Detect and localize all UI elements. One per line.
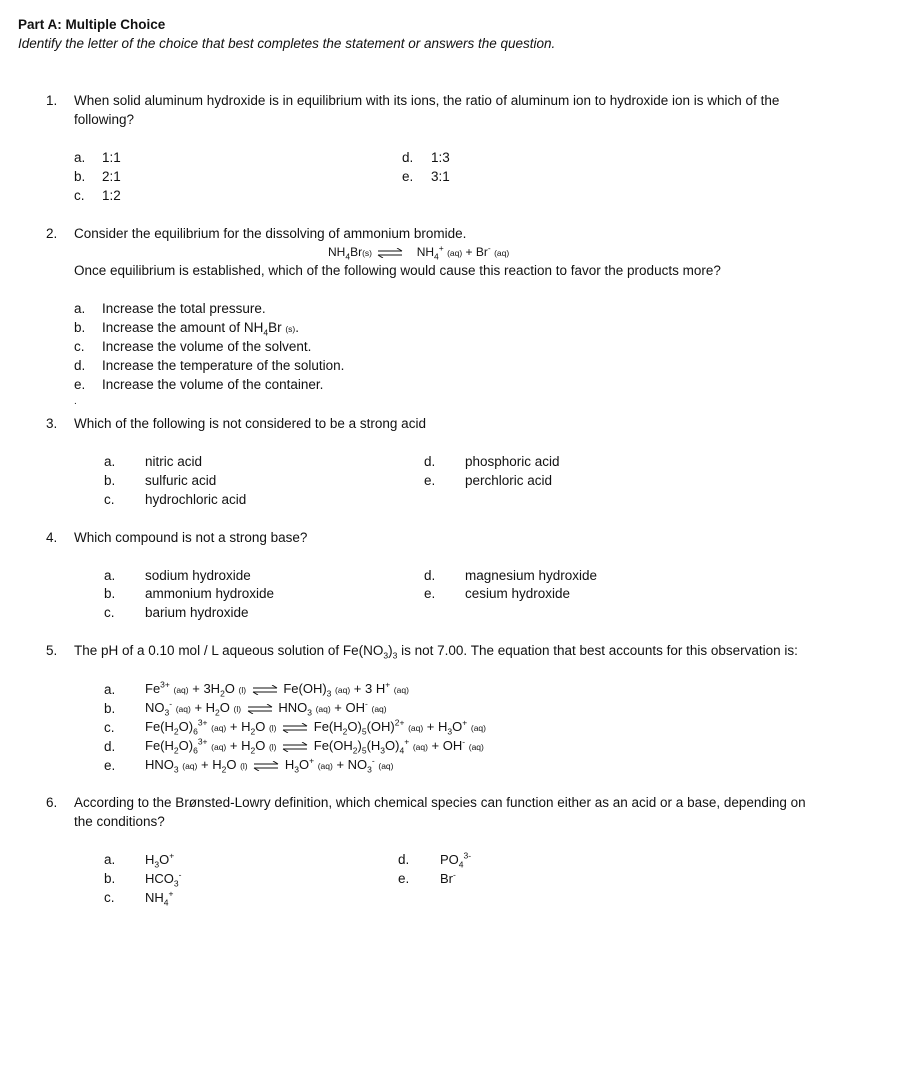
superscript: + (169, 850, 175, 861)
question-text-cont: the conditions? (74, 814, 165, 829)
equilibrium-arrow-icon (253, 761, 279, 771)
equation-d: $Fe(H_2O)_6^{3+}$ $(aq) + H_2O$ (l) $Fe(OH_2)_5(H_3O)_4^+$ (aq) + OH- (aq) (145, 736, 484, 756)
choice-letter: e. (398, 871, 410, 886)
choice-letter: c. (104, 605, 115, 620)
choice-letter: d. (74, 358, 86, 373)
equation-e: $HNO_3$ $(aq) + H_2O$ (l) $H_3O^+$ $(aq) + NO_3^-$ (aq) (145, 755, 394, 775)
choice-text: Increase the volume of the container. (102, 377, 324, 392)
question-number: 1. (46, 93, 58, 108)
choice-letter: b. (104, 586, 116, 601)
text: . (295, 320, 300, 335)
state: (aq) (447, 248, 463, 258)
superscript: + (168, 888, 174, 899)
text: Increase the amount of NH (102, 320, 264, 335)
choice-letter: b. (104, 871, 116, 886)
text: ) (388, 643, 393, 658)
equation-c: $Fe(H_2O)_6^{3+}$ $(aq) + H_2O$ (l) $Fe(H_2O)_5(OH)^{2+}$ $(aq) + H_3O^+$ (aq) (145, 717, 486, 737)
choice-letter: d. (424, 568, 436, 583)
superscript: - (487, 243, 491, 253)
subscript: 3 (383, 650, 389, 661)
formula: H (145, 852, 155, 867)
subscript: 4 (345, 251, 351, 262)
choice-letter: d. (424, 454, 436, 469)
section-title: Part A: Multiple Choice (18, 17, 166, 32)
equation-b: $NO_3^-$ $(aq) + H_2O$ (l) $HNO_3$ (aq) + OH- (aq) (145, 698, 387, 718)
choice-letter: d. (398, 852, 410, 867)
choice-text: ammonium hydroxide (145, 586, 275, 601)
question-number: 3. (46, 416, 58, 431)
choice-text: sodium hydroxide (145, 568, 251, 583)
formula: Br (440, 871, 453, 886)
choice-letter: c. (74, 188, 85, 203)
question-text: Which compound is not a strong base? (74, 530, 308, 545)
choice-text: cesium hydroxide (465, 586, 571, 601)
formula: Br (350, 245, 363, 259)
subscript: 4 (263, 327, 269, 338)
question-text-cont: following? (74, 112, 135, 127)
text: The pH of a 0.10 mol / L aqueous solution of Fe(NO (74, 643, 384, 658)
choice-text: nitric acid (145, 454, 203, 469)
question-text: According to the Brønsted-Lowry definition, which chemical species can function either as an acid or a base, depending on (74, 795, 806, 810)
choice-letter: a. (104, 454, 116, 469)
reaction-equation (328, 243, 510, 262)
formula: PO (440, 852, 459, 867)
equilibrium-arrow-icon (247, 704, 273, 714)
question-text: Consider the equilibrium for the dissolving of ammonium bromide. (74, 226, 467, 241)
choice-text (440, 869, 456, 886)
equilibrium-arrow-icon (377, 248, 403, 258)
question-number: 5. (46, 643, 58, 658)
subscript: 3 (392, 650, 398, 661)
choice-letter: e. (74, 377, 86, 392)
question-text: When solid aluminum hydroxide is in equilibrium with its ions, the ratio of aluminum ion to hydroxide ion is which of the (74, 93, 780, 108)
choice-letter: a. (74, 150, 86, 165)
question-text-cont: Once equilibrium is established, which of the following would cause this reaction to favor the products more? (74, 263, 721, 278)
choice-letter: a. (104, 568, 116, 583)
choice-text: Increase the temperature of the solution. (102, 358, 345, 373)
question-number: 2. (46, 226, 58, 241)
instructions: Identify the letter of the choice that best completes the statement or answers the question. (18, 36, 556, 51)
text: Br (268, 320, 282, 335)
formula: O (159, 852, 170, 867)
choice-text: perchloric acid (465, 473, 553, 488)
equilibrium-arrow-icon (282, 742, 308, 752)
superscript: - (178, 869, 182, 880)
state: (s) (362, 248, 372, 258)
equation-a: $Fe^{3+}$ $(aq) + 3H_2O$ (l) $Fe(OH)_3$ (aq) + 3 H+ (aq) (145, 679, 409, 699)
choice-text: Increase the total pressure. (102, 301, 266, 316)
choice-text (102, 320, 300, 338)
choice-text (145, 850, 175, 870)
choice-letter: d. (402, 150, 414, 165)
choice-text (145, 869, 182, 889)
choice-text: 2:1 (102, 169, 121, 184)
choice-letter: a. (104, 852, 116, 867)
subscript: 4 (163, 897, 169, 908)
choice-text: 1:3 (431, 150, 450, 165)
choice-letter: c. (104, 890, 115, 905)
choice-letter: b. (74, 169, 86, 184)
formula: NH (328, 245, 346, 259)
choice-letter: c. (104, 720, 115, 735)
stray-mark: . (74, 396, 77, 407)
superscript: 3- (463, 850, 472, 861)
question-number: 6. (46, 795, 58, 810)
text: is not 7.00. The equation that best accounts for this observation is: (397, 643, 798, 658)
choice-letter: e. (424, 473, 436, 488)
superscript: - (453, 869, 456, 880)
state: (s) (285, 324, 296, 334)
choice-text: sulfuric acid (145, 473, 217, 488)
choice-letter: e. (424, 586, 436, 601)
choice-text: 3:1 (431, 169, 450, 184)
choice-letter: d. (104, 739, 116, 754)
choice-letter: a. (74, 301, 86, 316)
choice-letter: a. (104, 682, 116, 697)
question-number: 4. (46, 530, 58, 545)
choice-text: 1:1 (102, 150, 121, 165)
choice-text: magnesium hydroxide (465, 568, 598, 583)
formula: NH (416, 245, 435, 259)
formula: NH (145, 890, 164, 905)
superscript: + (438, 243, 444, 253)
choice-text (145, 888, 174, 908)
choice-text: hydrochloric acid (145, 492, 247, 507)
subscript: 4 (458, 859, 464, 870)
choice-letter: b. (104, 473, 116, 488)
question-text: Which of the following is not considered to be a strong acid (74, 416, 426, 431)
equilibrium-arrow-icon (282, 723, 308, 733)
choice-letter: c. (104, 492, 115, 507)
question-text (74, 643, 798, 661)
choice-letter: e. (104, 758, 116, 773)
subscript: 3 (154, 859, 160, 870)
choice-letter: b. (74, 320, 86, 335)
subscript: 3 (173, 878, 179, 889)
formula: HCO (145, 871, 174, 886)
formula: + Br (465, 245, 488, 259)
choice-text: phosphoric acid (465, 454, 560, 469)
choice-text (440, 850, 472, 870)
state: (aq) (494, 248, 510, 258)
choice-text: Increase the volume of the solvent. (102, 339, 312, 354)
choice-letter: c. (74, 339, 85, 354)
choice-letter: b. (104, 701, 116, 716)
equilibrium-arrow-icon (252, 685, 278, 695)
choice-text: barium hydroxide (145, 605, 249, 620)
choice-text: 1:2 (102, 188, 121, 203)
choice-letter: e. (402, 169, 414, 184)
subscript: 4 (434, 251, 439, 262)
